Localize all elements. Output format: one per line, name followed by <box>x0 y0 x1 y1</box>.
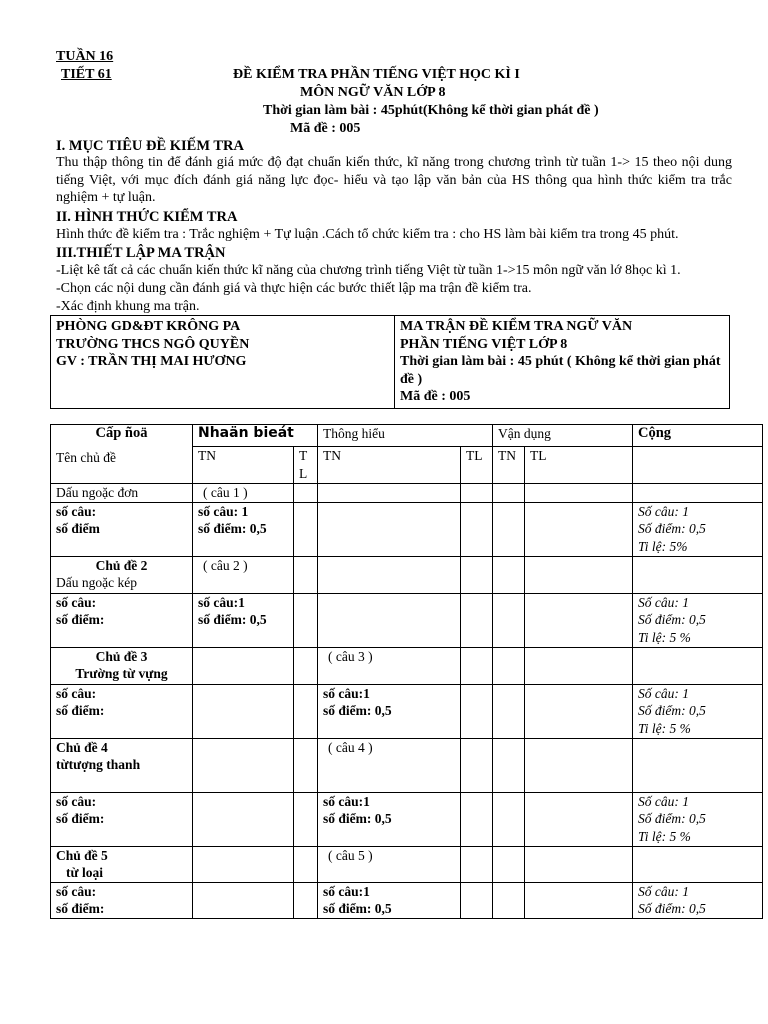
score-row <box>51 684 763 738</box>
apply-tl-header: TL <box>525 447 633 484</box>
topic-head: Chủ đề 2 <box>95 557 148 573</box>
know-values <box>193 882 294 918</box>
topic-row <box>51 647 763 684</box>
matrix-time: Thời gian làm bài : 45 phút ( Không kể thời gian phát đề ) <box>400 354 721 387</box>
topic-name: Dấu ngoặc đơn <box>51 484 193 503</box>
topic-cell <box>51 556 193 593</box>
topic-row <box>51 484 763 503</box>
know-values: số câu:1 số điểm: 0,5 <box>193 593 294 647</box>
topic-name: từtượng thanh <box>56 757 141 772</box>
section-3-line: -Liệt kê tất cả các chuẩn kiến thức kĩ năng của chương trình tiếng Việt từ tuần 1->15 môn ngữ văn lớ 8học kì 1. <box>56 263 681 278</box>
understand-header: Thông hiểu <box>318 425 493 447</box>
understand-values <box>318 593 461 647</box>
matrix-subtitle: PHẦN TIẾNG VIỆT LỚP 8 <box>400 336 568 352</box>
topic-name: từ loại <box>66 865 103 880</box>
exam-subject: MÔN NGỮ VĂN LỚP 8 <box>300 85 446 100</box>
understand-values: số câu:1 số điểm: 0,5 <box>318 882 461 918</box>
topic-row <box>51 556 763 593</box>
school-name: TRƯỜNG THCS NGÔ QUYỀN <box>56 336 250 352</box>
topic-header: Tên chủ đề <box>56 449 116 465</box>
matrix-title: MA TRẬN ĐỀ KIỂM TRA NGỮ VĂN <box>400 319 633 334</box>
topic-row <box>51 846 763 882</box>
understand-tl-header: TL <box>461 447 493 484</box>
know-values <box>193 684 294 738</box>
matrix-code: Mã đề : 005 <box>400 389 471 404</box>
exam-time: Thời gian làm bài : 45phút(Không kể thời gian phát đề ) <box>263 103 599 118</box>
know-values <box>193 792 294 846</box>
info-box <box>50 315 730 409</box>
know-values: số câu: 1 số điểm: 0,5 <box>193 502 294 556</box>
lesson-label: TIẾT 61 <box>61 67 112 82</box>
understand-question: ( câu 5 ) <box>318 846 461 882</box>
school-info <box>51 316 395 409</box>
topic-cell <box>51 846 193 882</box>
topic-cell <box>51 738 193 792</box>
know-tl-header: T L <box>294 447 318 484</box>
total-values: Số câu: 1 Số điểm: 0,5 Ti lệ: 5 % <box>633 593 763 647</box>
section-3-line: -Chọn các nội dung cần đánh giá và thực hiện các bước thiết lập ma trận đề kiểm tra. <box>56 281 532 296</box>
department-name: PHÒNG GD&ĐT KRÔNG PA <box>56 319 241 334</box>
teacher-name: GV : TRẦN THỊ MAI HƯƠNG <box>56 354 247 369</box>
apply-tn-header: TN <box>493 447 525 484</box>
apply-header: Vận dụng <box>493 425 633 447</box>
topic-name: Trường từ vựng <box>75 666 168 681</box>
score-row <box>51 593 763 647</box>
understand-question: ( câu 3 ) <box>318 647 461 684</box>
total-header: Cộng <box>633 425 763 447</box>
week-label: TUẦN 16 <box>56 49 114 64</box>
know-question: ( câu 2 ) <box>193 556 294 593</box>
total-values: Số câu: 1 Số điểm: 0,5 Ti lệ: 5% <box>633 502 763 556</box>
section-1-body: Thu thập thông tin để đánh giá mức độ đạt chuẩn kiến thức, kĩ năng trong chương trình từ tuần 1-> 15 theo nội dung tiếng Việt, với mục đích đánh giá năng lực đọc- hiểu và tạo lập văn bản của HS thông qua hình thức kiểm tra trắc nghiệm + tự luận. <box>56 155 732 205</box>
count-score-labels: số câu: số điểm: <box>51 593 193 647</box>
section-2-body: Hình thức đề kiểm tra : Trắc nghiệm + Tự luận .Cách tổ chức kiểm tra : cho HS làm bài kiểm tra trong 45 phút. <box>56 227 679 242</box>
understand-values: số câu:1 số điểm: 0,5 <box>318 792 461 846</box>
count-score-labels: số câu: số điểm: <box>51 684 193 738</box>
matrix-info <box>395 316 730 409</box>
topic-row <box>51 738 763 792</box>
topic-head: Chủ đề 4 <box>56 739 108 755</box>
count-score-labels: số câu: số điểm: <box>51 882 193 918</box>
know-tn-header: TN <box>193 447 294 484</box>
total-values: Số câu: 1 Số điểm: 0,5 Ti lệ: 5 % <box>633 792 763 846</box>
section-2-heading: II. HÌNH THỨC KIỂM TRA <box>56 209 238 225</box>
topic-name: Dấu ngoặc kép <box>56 575 137 590</box>
count-score-labels: số câu: số điểm: <box>51 792 193 846</box>
understand-tn-header: TN <box>318 447 461 484</box>
exam-title: ĐỀ KIỂM TRA PHẦN TIẾNG VIỆT HỌC KÌ I <box>233 67 520 82</box>
level-topic-header <box>51 425 193 484</box>
understand-values <box>318 502 461 556</box>
total-values: Số câu: 1 Số điểm: 0,5 <box>633 882 763 918</box>
topic-head: Chủ đề 3 <box>95 648 148 664</box>
section-3-line: -Xác định khung ma trận. <box>56 299 200 314</box>
topic-head: Chủ đề 5 <box>56 847 108 863</box>
level-header: Cấp ñoä <box>95 425 148 441</box>
total-values: Số câu: 1 Số điểm: 0,5 Ti lệ: 5 % <box>633 684 763 738</box>
understand-question: ( câu 4 ) <box>318 738 461 792</box>
topic-cell <box>51 647 193 684</box>
know-question: ( câu 1 ) <box>193 484 294 503</box>
understand-values: số câu:1 số điểm: 0,5 <box>318 684 461 738</box>
section-3-heading: III.THIẾT LẬP MA TRẬN <box>56 245 226 261</box>
know-header: Nhaän bieát <box>193 425 318 447</box>
exam-code: Mã đề : 005 <box>290 121 361 136</box>
matrix-table <box>50 424 763 919</box>
score-row <box>51 792 763 846</box>
score-row <box>51 882 763 918</box>
total-subheader <box>633 447 763 484</box>
count-score-labels: số câu: số điểm <box>51 502 193 556</box>
score-row <box>51 502 763 556</box>
section-1-heading: I. MỤC TIÊU ĐỀ KIẾM TRA <box>56 138 244 154</box>
